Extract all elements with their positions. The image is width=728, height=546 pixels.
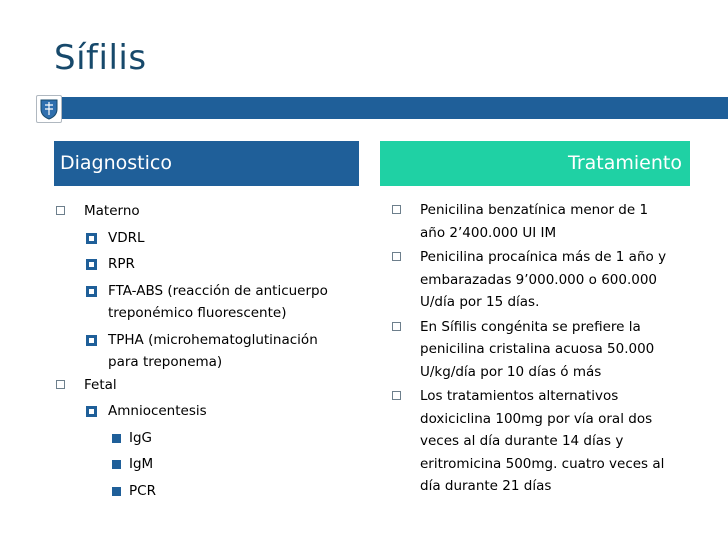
boxed-square-bullet-icon	[86, 335, 97, 346]
list-item: IgM	[56, 453, 356, 476]
square-bullet-icon	[392, 322, 401, 331]
square-bullet-icon	[56, 206, 65, 215]
list-item: Fetal	[56, 374, 356, 397]
list-item: En Sífilis congénita se prefiere la penicilina cristalina acuosa 50.000 U/kg/día por 10 días ó más	[392, 316, 692, 384]
boxed-square-bullet-icon	[86, 406, 97, 417]
list-item: TPHA (microhematoglutinación para treponema)	[56, 329, 356, 374]
boxed-square-bullet-icon	[86, 233, 97, 244]
title-rule-bar	[60, 97, 728, 119]
list-item: Amniocentesis	[56, 400, 356, 423]
list-item: Penicilina procaínica más de 1 año y embarazadas 9’000.000 o 600.000 U/día por 15 días.	[392, 246, 692, 314]
square-bullet-icon	[56, 380, 65, 389]
list-item: PCR	[56, 480, 356, 503]
filled-square-bullet-icon	[112, 434, 121, 443]
boxed-square-bullet-icon	[86, 286, 97, 297]
tratamiento-header: Tratamiento	[380, 141, 690, 186]
diagnostico-list	[56, 200, 356, 502]
list-item: IgG	[56, 427, 356, 450]
list-item: Penicilina benzatínica menor de 1 año 2’400.000 UI IM	[392, 199, 692, 244]
shield-logo-icon	[36, 95, 62, 123]
list-item: Los tratamientos alternativos doxiciclina 100mg por vía oral dos veces al día durante 14 días y eritromicina 500mg. cuatro veces al día durante 21 días	[392, 385, 692, 498]
slide-title: Sífilis	[54, 38, 147, 78]
square-bullet-icon	[392, 252, 401, 261]
list-item: RPR	[56, 253, 356, 276]
list-item: VDRL	[56, 227, 356, 250]
filled-square-bullet-icon	[112, 487, 121, 496]
tratamiento-list	[392, 199, 692, 500]
square-bullet-icon	[392, 205, 401, 214]
list-item: FTA-ABS (reacción de anticuerpo treponémico fluorescente)	[56, 280, 356, 325]
diagnostico-header: Diagnostico	[54, 141, 359, 186]
boxed-square-bullet-icon	[86, 259, 97, 270]
list-item: Materno	[56, 200, 356, 223]
filled-square-bullet-icon	[112, 460, 121, 469]
square-bullet-icon	[392, 391, 401, 400]
